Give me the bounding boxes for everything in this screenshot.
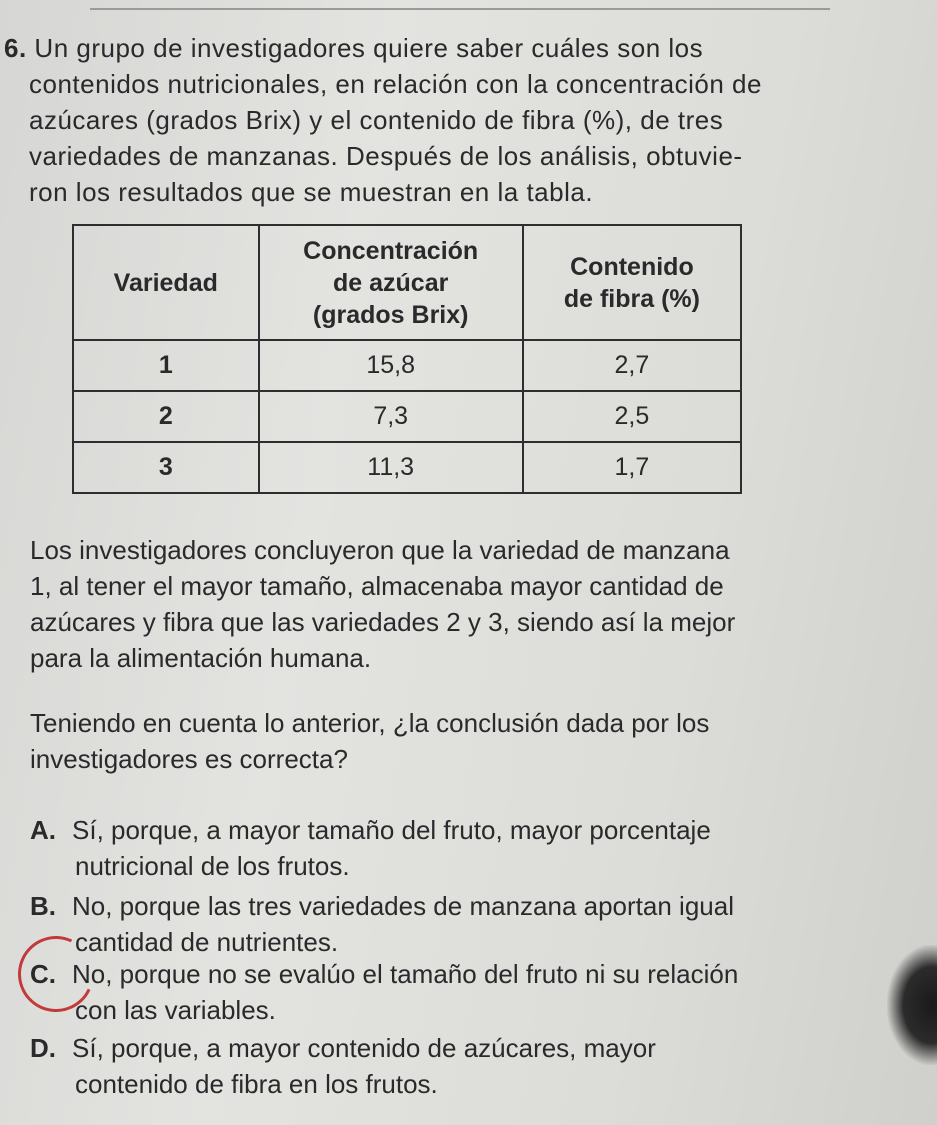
table-row <box>73 442 741 493</box>
option-text: No, porque no se evalúo el tamaño del fruto ni su relación <box>72 959 739 989</box>
header-concentracion <box>259 225 523 340</box>
conclusion-line-4: para la alimentación humana. <box>30 643 372 673</box>
header-concentracion-line-3: (grados Brix) <box>312 300 469 329</box>
option-text: No, porque las tres variedades de manzana aportan igual <box>72 891 734 921</box>
option-letter: D. <box>30 1033 56 1063</box>
table-cell: 2,7 <box>523 340 741 391</box>
table-cell: 1 <box>73 340 259 391</box>
question-line-1: Un grupo de investigadores quiere saber cuáles son los <box>34 33 704 63</box>
table-cell: 2,5 <box>523 391 741 442</box>
table-cell: 7,3 <box>259 391 523 442</box>
option-text-continued: con las variables. <box>75 995 276 1025</box>
option-b[interactable] <box>30 888 860 960</box>
table-cell: 11,3 <box>259 442 523 493</box>
option-text-continued: nutricional de los frutos. <box>75 851 350 881</box>
page-top-rule <box>90 8 830 10</box>
header-variedad: Variedad <box>73 225 259 340</box>
option-a[interactable] <box>30 812 860 884</box>
table-cell: 15,8 <box>259 340 523 391</box>
photo-shadow <box>887 945 937 1065</box>
option-text: Sí, porque, a mayor contenido de azúcares, mayor <box>72 1033 656 1063</box>
prompt-line-1: Teniendo en cuenta lo anterior, ¿la conclusión dada por los <box>30 708 710 738</box>
header-fibra-line-1: Contenido <box>570 252 694 281</box>
table-cell: 2 <box>73 391 259 442</box>
option-text-continued: cantidad de nutrientes. <box>75 927 339 957</box>
question-line-3: azúcares (grados Brix) y el contenido de fibra (%), de tres <box>29 105 724 135</box>
option-letter: A. <box>30 815 56 845</box>
prompt-paragraph <box>30 705 850 777</box>
table-cell: 1,7 <box>523 442 741 493</box>
option-letter: B. <box>30 891 56 921</box>
table-row <box>73 391 741 442</box>
conclusion-paragraph <box>30 532 850 676</box>
conclusion-line-2: 1, al tener el mayor tamaño, almacenaba mayor cantidad de <box>30 571 724 601</box>
table-row <box>73 340 741 391</box>
prompt-line-2: investigadores es correcta? <box>30 744 348 774</box>
question-line-4: variedades de manzanas. Después de los análisis, obtuvie- <box>29 141 743 171</box>
header-concentracion-line-1: Concentración <box>303 236 479 265</box>
table-cell: 3 <box>73 442 259 493</box>
header-fibra-line-2: de fibra (%) <box>563 284 700 313</box>
option-letter: C. <box>30 959 56 989</box>
question-number: 6. <box>4 33 27 63</box>
option-text: Sí, porque, a mayor tamaño del fruto, mayor porcentaje <box>72 815 711 845</box>
option-c[interactable] <box>30 956 860 1028</box>
header-concentracion-line-2: de azúcar <box>333 268 449 297</box>
question-line-5: ron los resultados que se muestran en la tabla. <box>29 177 594 207</box>
header-fibra <box>523 225 741 340</box>
results-table <box>72 224 742 494</box>
table-header-row <box>73 225 741 340</box>
question-line-2: contenidos nutricionales, en relación con la concentración de <box>29 69 762 99</box>
question-text <box>4 30 828 210</box>
conclusion-line-1: Los investigadores concluyeron que la variedad de manzana <box>30 535 730 565</box>
option-d[interactable] <box>30 1030 860 1102</box>
conclusion-line-3: azúcares y fibra que las variedades 2 y 3, siendo así la mejor <box>30 607 736 637</box>
option-text-continued: contenido de fibra en los frutos. <box>75 1069 438 1099</box>
